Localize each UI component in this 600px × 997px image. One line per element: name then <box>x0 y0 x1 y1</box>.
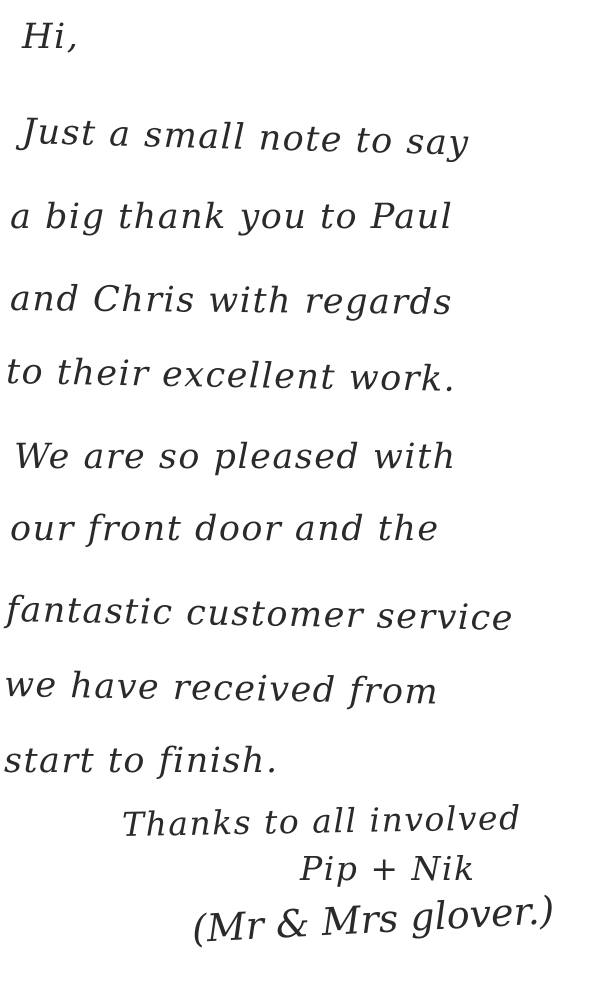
note-line-8: we have received from <box>3 665 440 713</box>
closing-line: Thanks to all involved <box>121 798 522 844</box>
note-line-5: We are so pleased with <box>14 437 457 477</box>
signature: (Mr & Mrs glover.) <box>190 888 556 951</box>
note-line-2: a big thank you to Paul <box>10 197 454 237</box>
greeting: Hi, <box>22 17 80 57</box>
note-line-3: and Chris with regards <box>9 279 454 323</box>
note-line-9: start to finish. <box>4 741 279 781</box>
note-line-7: fantastic customer service <box>5 590 515 639</box>
note-line-4: to their excellent work. <box>5 352 457 400</box>
note-line-1: Just a small note to say <box>21 112 471 164</box>
note-line-6: our front door and the <box>10 509 440 549</box>
sender-names: Pip + Nik <box>300 849 476 888</box>
